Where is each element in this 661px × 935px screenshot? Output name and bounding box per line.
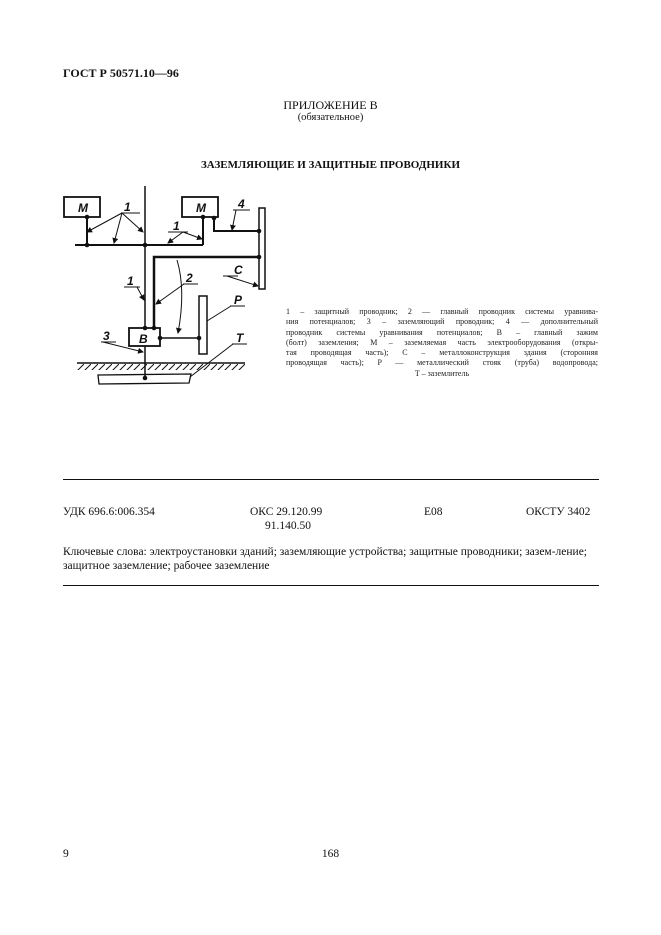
label-c: C xyxy=(234,263,243,277)
label-1b: 1 xyxy=(173,219,180,233)
label-b: B xyxy=(139,332,148,346)
metal-structure-c xyxy=(259,208,265,289)
oks-code-1: ОКС 29.120.99 xyxy=(250,506,323,518)
divider-top xyxy=(63,479,599,480)
page-number-center: 168 xyxy=(321,848,340,860)
caption-line: (болт) заземления; M – заземляемая часть электрооборудования (откры- xyxy=(286,337,598,347)
caption-line: 1 – защитный проводник; 2 — главный проводник системы уравнива- xyxy=(286,307,598,316)
caption-line: проводник системы уравнивания потенциалов; B – главный зажим xyxy=(286,327,598,337)
oks-code-2: 91.140.50 xyxy=(265,520,311,532)
label-2: 2 xyxy=(186,271,193,285)
caption-line: проводящая часть); P — металлический стояк (труба) водопровода; xyxy=(286,358,598,368)
appendix-status: (обязательное) xyxy=(297,112,364,123)
label-3: 3 xyxy=(103,329,110,343)
label-p: P xyxy=(234,293,243,307)
figure-caption xyxy=(286,307,598,379)
keywords: Ключевые слова: электроустановки зданий; заземляющие устройства; защитные проводники; зазем-ление; защитное заземление; рабочее заземление xyxy=(63,546,587,572)
classification-code: Е08 xyxy=(424,506,443,518)
standard-header: ГОСТ Р 50571.10—96 xyxy=(63,66,179,80)
page-number-left: 9 xyxy=(63,848,69,860)
water-pipe-p xyxy=(199,296,207,354)
caption-line: ния потенциалов; 3 – заземляющий проводник; 4 — дополнительный xyxy=(286,317,598,327)
okstu-code: ОКСТУ 3402 xyxy=(526,506,591,518)
label-m-left: M xyxy=(78,201,88,215)
label-t: T xyxy=(236,331,244,345)
label-1c: 1 xyxy=(127,274,134,288)
label-1a: 1 xyxy=(124,200,131,214)
caption-line: T – заземлитель xyxy=(414,368,470,378)
divider-bottom xyxy=(63,585,599,586)
udk-code: УДК 696.6:006.354 xyxy=(63,506,155,518)
label-4: 4 xyxy=(238,197,245,211)
label-m-right: M xyxy=(196,201,206,215)
caption-line: тая проводящая часть); C – металлоконструкция здания (сторонняя xyxy=(286,348,598,358)
appendix-title: ПРИЛОЖЕНИЕ В xyxy=(283,98,378,112)
supplementary-conductor xyxy=(214,218,259,231)
section-title: ЗАЗЕМЛЯЮЩИЕ И ЗАЩИТНЫЕ ПРОВОДНИКИ xyxy=(200,159,461,171)
